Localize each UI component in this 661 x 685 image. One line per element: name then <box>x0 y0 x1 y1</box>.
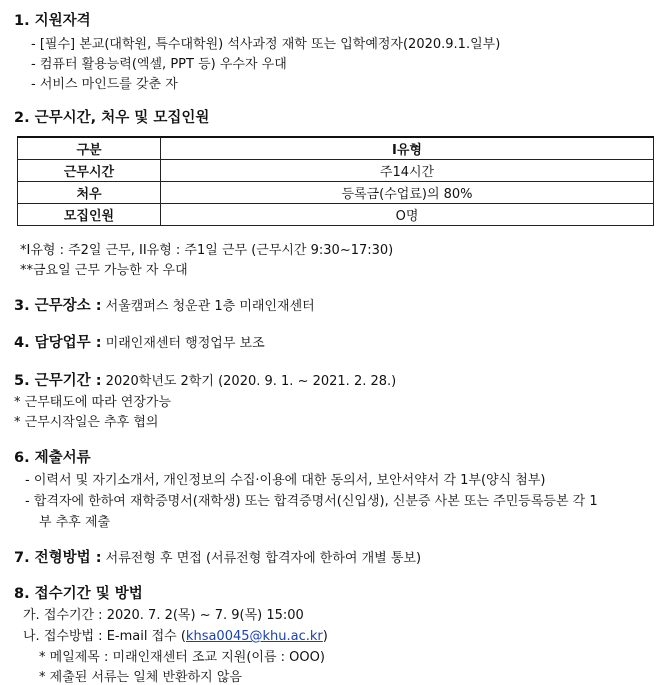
section-5-value: 2020학년도 2학기 (2020. 9. 1. ~ 2021. 2. 28.) <box>105 374 397 389</box>
table-row <box>18 160 654 182</box>
table-header-cell: 구분 <box>18 137 161 160</box>
s8-period: 가. 접수기간 : 2020. 7. 2(목) ~ 7. 9(목) 15:00 <box>23 608 304 623</box>
s6-item-1: - 이력서 및 자기소개서, 개인정보의 수집·이용에 대한 동의서, 보안서약서 각 1부(양식 첨부) <box>25 473 546 488</box>
s6-item-2-cont: 부 추후 제출 <box>39 515 111 530</box>
s8-note-1: * 메일제목 : 미래인재센터 조교 지원(이름 : OOO) <box>39 650 325 665</box>
s1-item-2: - 컴퓨터 활용능력(엑셀, PPT 등) 우수자 우대 <box>31 57 287 72</box>
section-2-heading: 2. 근무시간, 처우 및 모집인원 <box>14 110 210 126</box>
section-3 <box>14 294 315 315</box>
table-row-label: 모집인원 <box>18 204 161 226</box>
section-7 <box>14 546 421 567</box>
s2-note-1: *I유형 : 주2일 근무, II유형 : 주1일 근무 (근무시간 9:30~17:30) <box>20 243 394 258</box>
email-link[interactable]: khsa0045@khu.ac.kr <box>185 629 323 644</box>
table-row <box>18 182 654 204</box>
table-cell: O명 <box>161 204 654 226</box>
section-7-value: 서류전형 후 면접 (서류전형 합격자에 한하여 개별 통보) <box>105 551 422 566</box>
table-header-row <box>18 137 654 160</box>
section-6-heading: 6. 제출서류 <box>14 450 91 466</box>
s8-method-prefix: 나. 접수방법 : E-mail 접수 ( <box>23 629 186 644</box>
section-4-label: 4. 담당업무 : <box>14 335 102 351</box>
section-5-label: 5. 근무기간 : <box>14 373 102 389</box>
s5-note-1: * 근무태도에 따라 연장가능 <box>14 395 172 410</box>
table-header-cell: I유형 <box>161 137 654 160</box>
section-7-label: 7. 전형방법 : <box>14 550 102 566</box>
section-8-heading: 8. 접수기간 및 방법 <box>14 586 143 602</box>
section-4 <box>14 331 265 352</box>
section-5 <box>14 369 396 390</box>
section-4-value: 미래인재센터 행정업무 보조 <box>105 336 265 351</box>
table-cell: 주14시간 <box>161 160 654 182</box>
table-row <box>18 204 654 226</box>
table-cell: 등록금(수업료)의 80% <box>161 182 654 204</box>
s6-item-2: - 합격자에 한하여 재학증명서(재학생) 또는 합격증명서(신입생), 신분증 사본 또는 주민등록등본 각 1 <box>25 494 598 509</box>
s2-note-2: **금요일 근무 가능한 자 우대 <box>20 263 188 278</box>
table-row-label: 근무시간 <box>18 160 161 182</box>
s5-note-2: * 근무시작일은 추후 협의 <box>14 415 159 430</box>
section-1-heading: 1. 지원자격 <box>14 13 91 29</box>
section-3-label: 3. 근무장소 : <box>14 298 102 314</box>
table-row-label: 처우 <box>18 182 161 204</box>
section-3-value: 서울캠퍼스 청운관 1층 미래인재센터 <box>105 299 315 314</box>
work-conditions-table <box>17 136 654 226</box>
s8-note-2: * 제출된 서류는 일체 반환하지 않음 <box>39 670 242 685</box>
s8-method <box>23 625 328 644</box>
s1-item-3: - 서비스 마인드를 갖춘 자 <box>31 77 178 92</box>
s8-method-suffix: ) <box>322 629 328 644</box>
s1-item-1: - [필수] 본교(대학원, 특수대학원) 석사과정 재학 또는 입학예정자(2020.9.1.일부) <box>31 37 501 52</box>
